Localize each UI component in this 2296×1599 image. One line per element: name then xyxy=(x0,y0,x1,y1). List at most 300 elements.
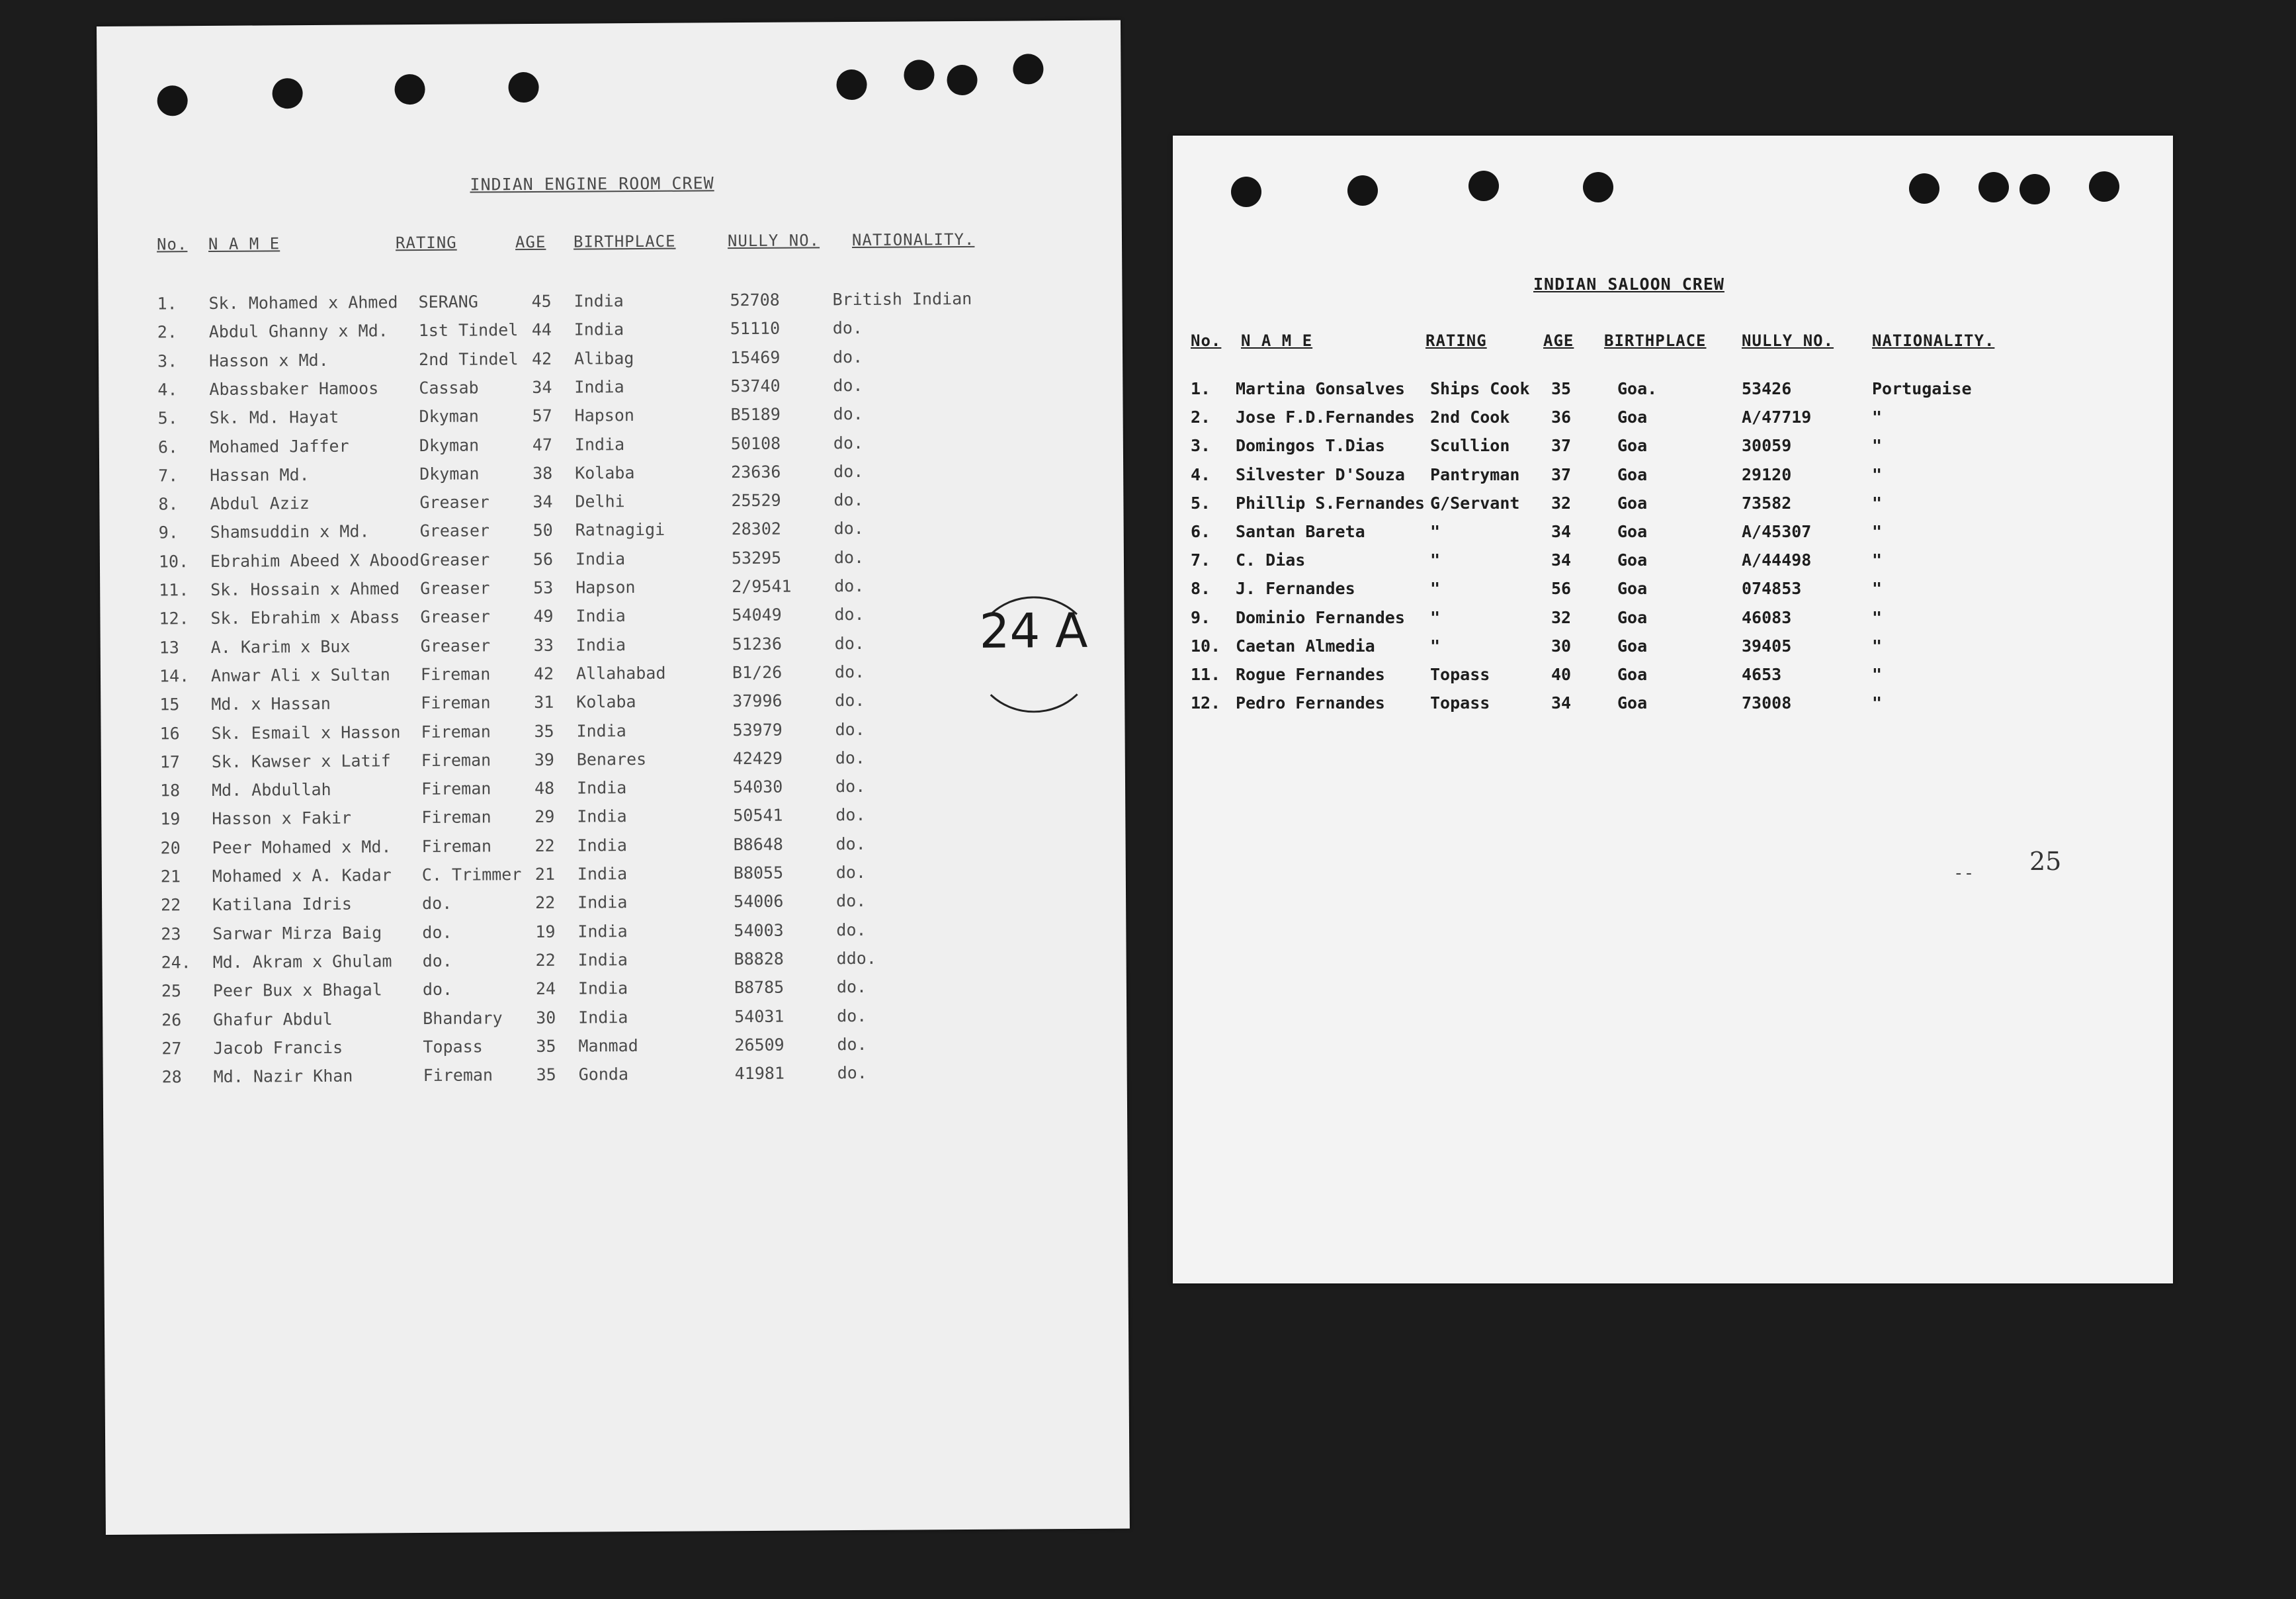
header-no: No. xyxy=(1191,331,1222,350)
crew-rating: " xyxy=(1430,636,1441,656)
crew-name: Sk. Hossain x Ahmed xyxy=(210,579,400,599)
hand-drawn-circle xyxy=(972,596,1095,713)
crew-rating: Pantryman xyxy=(1430,464,1520,484)
crew-birthplace: India xyxy=(577,978,628,998)
crew-age: 38 xyxy=(532,463,553,483)
crew-nully-no: 50108 xyxy=(730,433,781,453)
row-number: 3. xyxy=(1191,436,1211,456)
crew-nully-no: 23636 xyxy=(731,462,781,482)
crew-age: 37 xyxy=(1551,464,1572,484)
punch-hole xyxy=(1468,171,1499,201)
crew-age: 34 xyxy=(532,492,553,512)
crew-age: 48 xyxy=(534,778,555,799)
crew-birthplace: Goa xyxy=(1617,522,1648,541)
row-number: 20 xyxy=(160,838,181,858)
crew-nationality: " xyxy=(1872,693,1883,713)
crew-birthplace: India xyxy=(576,720,626,741)
crew-nully-no: 46083 xyxy=(1742,607,1792,627)
crew-age: 32 xyxy=(1551,493,1572,513)
crew-name: Md. Akram x Ghulam xyxy=(212,951,392,972)
row-number: 21 xyxy=(160,867,181,886)
row-number: 8. xyxy=(158,494,179,514)
crew-nationality: do. xyxy=(833,461,864,482)
crew-nully-no: B8648 xyxy=(733,834,783,854)
crew-age: 40 xyxy=(1551,665,1572,684)
row-number: 4. xyxy=(157,380,178,400)
crew-nully-no: A/44498 xyxy=(1742,550,1812,570)
crew-birthplace: India xyxy=(577,864,628,884)
crew-nationality: do. xyxy=(833,547,865,567)
crew-nationality: do. xyxy=(833,404,863,424)
crew-rating: Greaser xyxy=(419,492,489,513)
header-name: N A M E xyxy=(1241,331,1313,350)
crew-birthplace: India xyxy=(574,434,625,454)
crew-nully-no: 52708 xyxy=(730,290,780,310)
crew-nationality: do. xyxy=(835,719,865,739)
crew-name: Sk. Kawser x Latif xyxy=(211,751,391,771)
crew-nationality: do. xyxy=(834,576,865,596)
row-number: 16 xyxy=(159,723,180,743)
crew-nationality: " xyxy=(1872,550,1883,570)
right-sheet xyxy=(1173,136,2173,1283)
crew-birthplace: Hapson xyxy=(574,406,635,425)
header-birthplace: BIRTHPLACE xyxy=(1604,331,1707,350)
crew-rating: Cassab xyxy=(419,378,479,398)
crew-nully-no: A/45307 xyxy=(1742,522,1812,541)
crew-age: 32 xyxy=(1551,607,1572,627)
crew-name: Rogue Fernandes xyxy=(1236,665,1385,684)
row-number: 24. xyxy=(161,953,191,972)
row-number: 5. xyxy=(157,408,178,428)
crew-nationality: do. xyxy=(835,834,866,853)
row-number: 17 xyxy=(159,752,180,772)
crew-rating: " xyxy=(1430,522,1441,541)
row-number: 27 xyxy=(161,1039,182,1059)
row-number: 8. xyxy=(1191,579,1211,599)
crew-nationality: do. xyxy=(832,347,863,367)
crew-nully-no: 51110 xyxy=(730,318,781,339)
crew-rating: Dkyman xyxy=(419,435,480,455)
crew-rating: Fireman xyxy=(420,664,491,684)
crew-birthplace: India xyxy=(575,606,626,626)
crew-birthplace: Goa xyxy=(1617,607,1648,627)
crew-nationality: do. xyxy=(836,891,867,911)
crew-birthplace: Goa xyxy=(1617,436,1648,456)
punch-hole xyxy=(1583,172,1613,202)
crew-birthplace: Hapson xyxy=(575,578,636,597)
crew-age: 34 xyxy=(532,377,552,397)
crew-nationality: " xyxy=(1872,493,1883,513)
crew-age: 35 xyxy=(534,721,554,741)
crew-age: 24 xyxy=(535,978,556,999)
row-number: 9. xyxy=(1191,607,1211,627)
crew-nationality: do. xyxy=(832,318,863,338)
crew-age: 22 xyxy=(535,893,556,913)
crew-age: 36 xyxy=(1551,408,1572,427)
crew-nully-no: 54049 xyxy=(732,605,782,625)
crew-name: Ghafur Abdul xyxy=(213,1009,333,1029)
crew-nully-no: 074853 xyxy=(1742,579,1802,599)
punch-hole xyxy=(508,72,538,103)
crew-nully-no: 54003 xyxy=(734,920,784,940)
crew-name: Hasson x Fakir xyxy=(212,808,352,829)
header-nationality: NATIONALITY. xyxy=(1872,331,1995,350)
crew-rating: do. xyxy=(422,894,452,914)
crew-nully-no: 25529 xyxy=(731,490,781,511)
crew-name: A. Karim x Bux xyxy=(210,636,351,657)
crew-birthplace: India xyxy=(577,806,627,826)
crew-age: 22 xyxy=(534,836,555,855)
crew-rating: 2nd Tindel xyxy=(418,349,519,369)
header-nully-no: NULLY NO. xyxy=(727,231,820,251)
crew-nully-no: 41981 xyxy=(734,1063,785,1084)
crew-rating: Greaser xyxy=(420,578,490,599)
crew-nully-no: 42429 xyxy=(732,748,783,768)
row-number: 4. xyxy=(1191,464,1211,484)
crew-birthplace: Goa xyxy=(1617,693,1648,713)
row-number: 3. xyxy=(157,351,178,371)
header-name: N A M E xyxy=(208,234,280,253)
crew-nationality: do. xyxy=(833,433,864,453)
crew-name: Md. x Hassan xyxy=(211,694,331,714)
crew-age: 34 xyxy=(1551,522,1572,541)
crew-rating: " xyxy=(1430,550,1441,570)
crew-nully-no: 39405 xyxy=(1742,636,1792,656)
crew-rating: Bhandary xyxy=(423,1008,503,1028)
crew-rating: G/Servant xyxy=(1430,493,1520,513)
crew-name: Hasson x Md. xyxy=(208,350,329,370)
crew-rating: Scullion xyxy=(1430,436,1510,456)
crew-age: 35 xyxy=(1551,379,1572,398)
crew-name: Mohamed Jaffer xyxy=(209,436,349,456)
crew-nationality: " xyxy=(1872,607,1883,627)
header-birthplace: BIRTHPLACE xyxy=(573,232,676,251)
crew-age: 29 xyxy=(534,807,555,827)
punch-hole xyxy=(2089,171,2119,202)
crew-nully-no: B5189 xyxy=(730,404,781,425)
crew-rating: Fireman xyxy=(421,779,491,799)
row-number: 25 xyxy=(161,981,182,1001)
crew-birthplace: Goa xyxy=(1617,579,1648,599)
crew-nationality: ddo. xyxy=(836,948,876,969)
crew-age: 35 xyxy=(536,1036,556,1056)
crew-birthplace: Kolaba xyxy=(575,462,635,483)
crew-birthplace: Alibag xyxy=(574,348,634,368)
left-title: INDIAN ENGINE ROOM CREW xyxy=(470,173,714,194)
crew-nationality: do. xyxy=(837,1063,867,1083)
crew-name: Dominio Fernandes xyxy=(1236,607,1405,627)
row-number: 7. xyxy=(1191,550,1211,570)
crew-rating: Fireman xyxy=(421,693,491,713)
crew-nully-no: 54030 xyxy=(732,777,783,797)
crew-name: Katilana Idris xyxy=(212,894,352,915)
crew-nully-no: 37996 xyxy=(732,691,783,711)
crew-name: Martina Gonsalves xyxy=(1236,379,1405,398)
crew-rating: " xyxy=(1430,579,1441,599)
punch-hole xyxy=(157,85,188,116)
crew-nationality: do. xyxy=(834,662,865,682)
header-age: AGE xyxy=(1543,331,1574,350)
crew-nationality: " xyxy=(1872,636,1883,656)
crew-name: Domingos T.Dias xyxy=(1236,436,1385,456)
crew-age: 19 xyxy=(535,922,556,941)
crew-rating: Greaser xyxy=(420,635,491,656)
crew-nationality: do. xyxy=(835,805,866,825)
crew-rating: Fireman xyxy=(421,721,491,742)
left-sheet xyxy=(97,21,1130,1535)
header-nully-no: NULLY NO. xyxy=(1742,331,1834,350)
crew-age: 44 xyxy=(531,320,552,340)
crew-rating: 1st Tindel xyxy=(418,320,519,341)
page-number: 25 xyxy=(2029,847,2062,876)
crew-nationality: " xyxy=(1872,408,1883,427)
punch-hole xyxy=(272,78,302,108)
crew-birthplace: India xyxy=(574,291,624,311)
header-nationality: NATIONALITY. xyxy=(851,230,975,250)
crew-birthplace: Manmad xyxy=(578,1035,638,1056)
punch-hole xyxy=(947,65,977,95)
crew-rating: Fireman xyxy=(421,807,491,828)
crew-nationality: do. xyxy=(835,748,866,767)
crew-birthplace: India xyxy=(574,377,624,397)
crew-rating: Topass xyxy=(423,1037,483,1057)
crew-nationality: do. xyxy=(834,605,865,625)
crew-nully-no: 53295 xyxy=(731,548,782,568)
crew-rating: do. xyxy=(422,951,452,971)
crew-nully-no: B8785 xyxy=(734,977,785,998)
crew-nationality: do. xyxy=(836,977,867,997)
crew-name: Anwar Ali x Sultan xyxy=(210,665,391,685)
header-no: No. xyxy=(156,235,188,254)
crew-nationality: do. xyxy=(837,1034,867,1054)
punch-hole xyxy=(2020,174,2050,204)
crew-birthplace: India xyxy=(575,548,626,569)
row-number: 10. xyxy=(1191,636,1221,656)
crew-name: Abassbaker Hamoos xyxy=(209,378,379,399)
crew-rating: C. Trimmer xyxy=(421,865,522,885)
crew-birthplace: Kolaba xyxy=(576,692,636,712)
row-number: 10. xyxy=(158,551,189,572)
crew-rating: 2nd Cook xyxy=(1430,408,1510,427)
crew-birthplace: Goa. xyxy=(1617,379,1658,398)
crew-rating: Fireman xyxy=(423,1065,493,1086)
row-number: 12. xyxy=(1191,693,1221,713)
punch-hole xyxy=(836,69,867,100)
crew-rating: Topass xyxy=(1430,665,1490,684)
crew-nully-no: 15469 xyxy=(730,347,781,367)
crew-nationality: do. xyxy=(835,862,867,883)
crew-rating: Greaser xyxy=(419,521,490,541)
crew-name: J. Fernandes xyxy=(1236,579,1355,599)
crew-name: Silvester D'Souza xyxy=(1236,464,1405,484)
crew-nationality: " xyxy=(1872,464,1883,484)
row-number: 1. xyxy=(157,294,177,314)
crew-name: Jose F.D.Fernandes xyxy=(1236,408,1415,427)
crew-rating: Topass xyxy=(1430,693,1490,713)
crew-nully-no: 30059 xyxy=(1742,436,1792,456)
crew-birthplace: India xyxy=(577,950,628,970)
crew-name: Pedro Fernandes xyxy=(1236,693,1385,713)
punch-hole xyxy=(1013,54,1043,84)
crew-age: 45 xyxy=(531,291,552,311)
row-number: 6. xyxy=(157,437,179,456)
crew-birthplace: Goa xyxy=(1617,550,1648,570)
crew-name: Sk. Esmail x Hasson xyxy=(211,722,401,743)
crew-name: Caetan Almedia xyxy=(1236,636,1375,656)
crew-rating: Greaser xyxy=(420,607,490,627)
crew-nationality: do. xyxy=(835,691,865,711)
crew-birthplace: India xyxy=(574,320,624,339)
crew-name: Phillip S.Fernandes xyxy=(1236,493,1425,513)
crew-name: Sarwar Mirza Baig xyxy=(212,922,382,943)
crew-age: 33 xyxy=(533,635,554,655)
crew-name: Ebrahim Abeed X Abood xyxy=(210,550,420,571)
row-number: 6. xyxy=(1191,522,1211,541)
row-number: 9. xyxy=(158,523,179,542)
crew-nationality: do. xyxy=(833,519,864,539)
crew-nully-no: 2/9541 xyxy=(732,576,792,597)
crew-nationality: do. xyxy=(836,920,867,939)
crew-birthplace: Goa xyxy=(1617,665,1648,684)
crew-age: 49 xyxy=(533,607,554,627)
crew-age: 37 xyxy=(1551,436,1572,456)
crew-age: 22 xyxy=(535,950,556,970)
row-number: 23 xyxy=(161,924,181,944)
crew-nully-no: 51236 xyxy=(732,634,783,654)
crew-birthplace: India xyxy=(575,634,626,655)
crew-name: C. Dias xyxy=(1236,550,1306,570)
crew-nully-no: 50541 xyxy=(733,806,783,826)
punch-hole xyxy=(1231,177,1261,207)
crew-rating: Ships Cook xyxy=(1430,379,1530,398)
crew-age: 39 xyxy=(534,750,554,769)
header-age: AGE xyxy=(515,232,546,252)
crew-age: 35 xyxy=(536,1064,556,1085)
crew-name: Peer Mohamed x Md. xyxy=(212,836,392,857)
crew-age: 50 xyxy=(532,521,553,540)
crew-nully-no: B1/26 xyxy=(732,662,783,683)
crew-birthplace: Ratnagigi xyxy=(575,520,665,540)
punch-hole xyxy=(1978,172,2009,202)
crew-nationality: " xyxy=(1872,436,1883,456)
crew-rating: Dkyman xyxy=(419,406,480,427)
header-rating: RATING xyxy=(395,233,457,253)
crew-nationality: " xyxy=(1872,665,1883,684)
row-number: 26 xyxy=(161,1010,182,1029)
row-number: 19 xyxy=(160,809,181,829)
crew-name: Shamsuddin x Md. xyxy=(210,521,370,542)
crew-age: 53 xyxy=(533,578,554,597)
crew-birthplace: India xyxy=(578,1007,628,1027)
crew-age: 31 xyxy=(534,692,554,713)
crew-birthplace: Delhi xyxy=(575,492,625,511)
crew-age: 21 xyxy=(534,864,556,884)
crew-nationality: do. xyxy=(834,633,865,653)
crew-rating: Fireman xyxy=(421,836,492,856)
crew-nationality: do. xyxy=(833,375,863,396)
right-title: INDIAN SALOON CREW xyxy=(1533,275,1724,294)
crew-name: Santan Bareta xyxy=(1236,522,1365,541)
handwritten-page-mark: 24 A xyxy=(979,602,1088,659)
crew-name: Sk. Mohamed x Ahmed xyxy=(208,292,398,313)
crew-name: Md. Abdullah xyxy=(211,779,331,800)
punch-hole xyxy=(1909,173,1939,204)
crew-rating: do. xyxy=(422,922,452,942)
crew-nully-no: 53979 xyxy=(732,720,783,740)
crew-nully-no: B8055 xyxy=(733,863,784,883)
crew-name: Jacob Francis xyxy=(213,1037,343,1058)
crew-nully-no: 54006 xyxy=(734,891,784,912)
header-rating: RATING xyxy=(1425,331,1487,350)
row-number: 22 xyxy=(161,895,181,915)
dash-mark: -- xyxy=(1953,863,1975,883)
crew-age: 57 xyxy=(532,406,552,426)
row-number: 28 xyxy=(161,1067,182,1087)
crew-age: 56 xyxy=(1551,579,1572,599)
crew-birthplace: Goa xyxy=(1617,464,1648,484)
crew-age: 34 xyxy=(1551,550,1572,570)
crew-birthplace: India xyxy=(577,835,627,855)
crew-age: 30 xyxy=(536,1008,556,1027)
crew-birthplace: Benares xyxy=(576,749,647,769)
crew-birthplace: India xyxy=(577,892,628,912)
crew-nully-no: 29120 xyxy=(1742,464,1792,484)
crew-rating: " xyxy=(1430,607,1441,627)
crew-rating: SERANG xyxy=(418,292,478,312)
crew-age: 34 xyxy=(1551,693,1572,713)
crew-nully-no: 54031 xyxy=(734,1006,785,1026)
crew-age: 42 xyxy=(533,664,554,683)
crew-nully-no: B8828 xyxy=(734,949,784,969)
crew-rating: do. xyxy=(422,979,453,1000)
crew-name: Peer Bux x Bhagal xyxy=(212,980,382,1001)
crew-name: Abdul Ghanny x Md. xyxy=(208,321,388,342)
crew-nully-no: A/47719 xyxy=(1742,408,1812,427)
crew-nully-no: 26509 xyxy=(734,1035,785,1055)
crew-nationality: do. xyxy=(833,490,864,510)
row-number: 18 xyxy=(159,781,181,800)
row-number: 7. xyxy=(158,466,179,486)
crew-birthplace: India xyxy=(577,921,628,941)
row-number: 5. xyxy=(1191,493,1211,513)
crew-name: Hassan Md. xyxy=(210,464,310,485)
row-number: 15 xyxy=(159,695,180,714)
crew-nationality: British Indian xyxy=(832,288,972,310)
crew-nully-no: 28302 xyxy=(731,519,782,539)
crew-nationality: " xyxy=(1872,579,1883,599)
crew-name: Mohamed x A. Kadar xyxy=(212,865,392,886)
crew-name: Abdul Aziz xyxy=(210,494,310,514)
row-number: 14. xyxy=(159,666,190,686)
crew-birthplace: Goa xyxy=(1617,636,1648,656)
crew-age: 30 xyxy=(1551,636,1572,656)
crew-nully-no: 73582 xyxy=(1742,493,1792,513)
crew-nully-no: 53740 xyxy=(730,376,781,396)
crew-rating: Dkyman xyxy=(419,464,480,484)
punch-hole xyxy=(394,74,425,105)
crew-birthplace: Goa xyxy=(1617,493,1648,513)
crew-nully-no: 73008 xyxy=(1742,693,1792,713)
crew-name: Sk. Md. Hayat xyxy=(209,407,339,428)
row-number: 11. xyxy=(1191,665,1221,684)
row-number: 2. xyxy=(157,322,178,342)
crew-age: 56 xyxy=(532,549,554,569)
crew-name: Md. Nazir Khan xyxy=(213,1066,353,1087)
row-number: 13 xyxy=(159,637,179,658)
row-number: 12. xyxy=(159,609,189,628)
crew-rating: Greaser xyxy=(419,550,490,570)
crew-name: Sk. Ebrahim x Abass xyxy=(210,607,400,628)
